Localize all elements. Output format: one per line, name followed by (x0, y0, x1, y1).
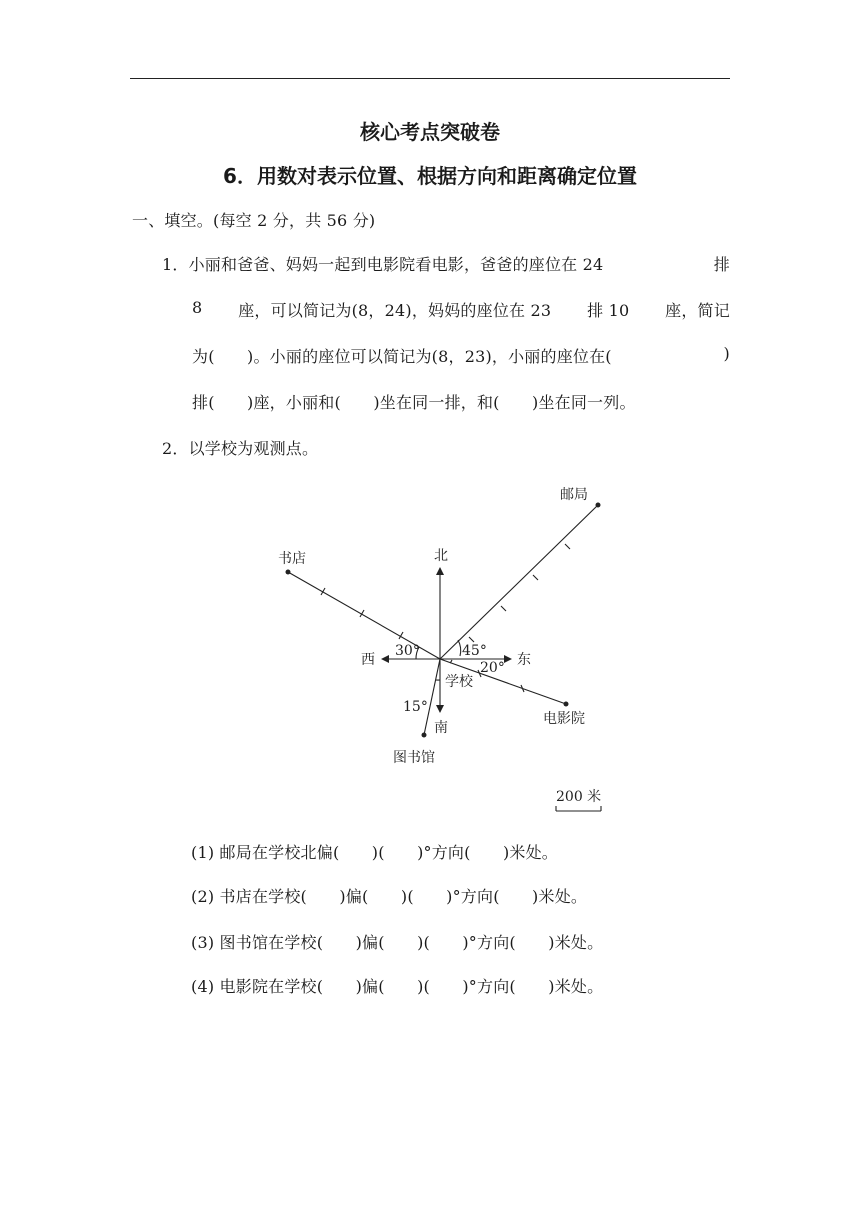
angle-arc-east (450, 660, 452, 663)
post-office-point (596, 503, 601, 508)
question-2-intro: 2．以学校为观测点。 (162, 439, 319, 458)
question-1-line-4: 排( )座，小丽和( )坐在同一排，和( )坐在同一列。 (192, 393, 636, 412)
school-label: 学校 (445, 674, 473, 690)
west-label: 西 (361, 652, 375, 668)
scale-label: 200 米 (556, 789, 602, 805)
cinema-label: 电影院 (543, 711, 585, 727)
cinema-point (564, 702, 569, 707)
angle-east-label: 20° (480, 660, 505, 676)
sub-question-3: (3) 图书馆在学校( )偏( )( )°方向( )米处。 (191, 933, 604, 952)
post-office-ray (440, 505, 598, 659)
q1-line3-text: 为( )。小丽的座位可以简记为(8，23)，小丽的座位在( (192, 347, 612, 366)
library-label: 图书馆 (393, 750, 435, 766)
east-label: 东 (517, 652, 531, 668)
page-title: 核心考点突破卷 (360, 120, 500, 144)
angle-northeast-label: 45° (462, 643, 487, 659)
ray-ticks (321, 544, 570, 692)
south-label: 南 (434, 720, 448, 736)
page-subtitle: 6．用数对表示位置、根据方向和距离确定位置 (223, 164, 637, 188)
q1-line2-part-c: 排 10 (587, 301, 630, 320)
q1-line2-part-a: 8 (192, 298, 203, 317)
library-point (422, 733, 427, 738)
section-heading: 一、填空。(每空 2 分，共 56 分) (132, 211, 376, 230)
q1-line1-text: 1．小丽和爸爸、妈妈一起到电影院看电影，爸爸的座位在 24 (162, 255, 604, 274)
q1-line1-end: 排 (713, 255, 730, 274)
angle-arc-northeast (458, 640, 461, 656)
bookstore-label: 书店 (278, 551, 306, 567)
sub-question-1: (1) 邮局在学校北偏( )( )°方向( )米处。 (191, 843, 559, 862)
q1-line2-part-d: 座，简记 (665, 301, 730, 320)
angle-west-label: 30° (395, 643, 420, 659)
bookstore-point (286, 570, 291, 575)
q1-line2-part-b: 座，可以简记为(8，24)，妈妈的座位在 23 (238, 301, 552, 320)
post-office-label: 邮局 (560, 487, 588, 503)
north-label: 北 (434, 548, 448, 564)
sub-question-2: (2) 书店在学校( )偏( )( )°方向( )米处。 (191, 887, 588, 906)
angle-south-label: 15° (403, 699, 428, 715)
sub-question-4: (4) 电影院在学校( )偏( )( )°方向( )米处。 (191, 977, 604, 996)
q1-line3-end: ) (723, 344, 730, 363)
